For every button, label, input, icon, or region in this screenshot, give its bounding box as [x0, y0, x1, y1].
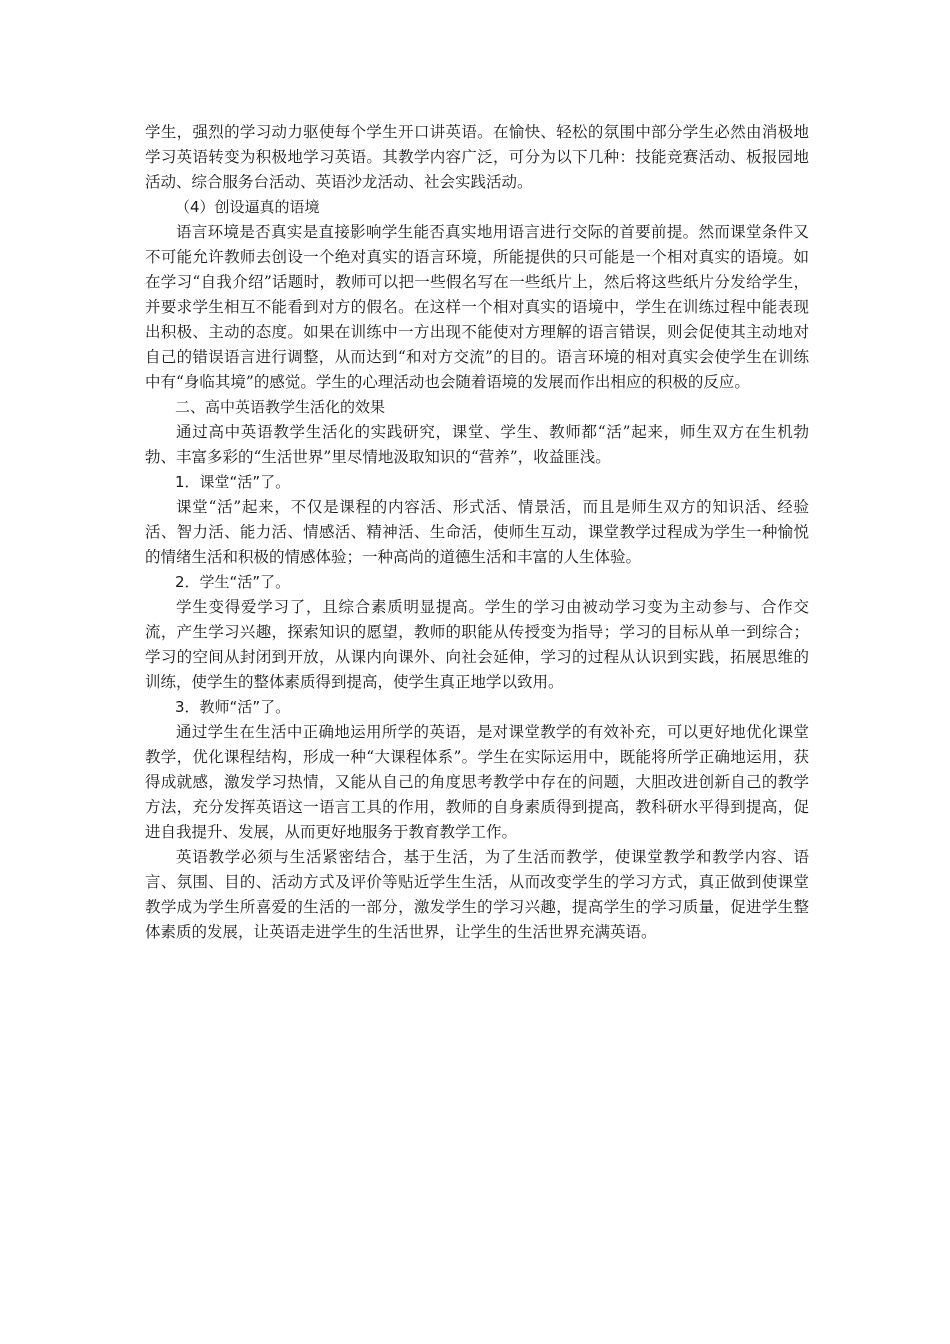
heading-create-realistic-context: （4）创设逼真的语境	[175, 198, 320, 216]
paragraph-language-environment: 语言环境是否真实是直接影响学生能否真实地用语言进行交际的首要前提。然而课堂条件又不可能允许教师去创设一个绝对真实的语言环境，所能提供的只可能是一个相对真实的语境。如在学习“自我介绍”话题时，教师可以把一些假名写在一些纸片上，然后将这些纸片分发给学生，并要求学生相互不能看到对方的假名。在这样一个相对真实的语境中，学生在训练过程中能表现出积极、主动的态度。如果在训练中一方出现不能使对方理解的语言错误，则会促使其主动地对自己的错误语言进行调整，从而达到“和对方交流”的目的。语言环境的相对真实会使学生在训练中有“身临其境”的感觉。学生的心理活动也会随着语境的发展而作出相应的积极的反应。	[145, 223, 809, 391]
paragraph-teachers-alive: 通过学生在生活中正确地运用所学的英语，是对课堂教学的有效补充，可以更好地优化课堂教学，优化课程结构，形成一种“大课程体系”。学生在实际运用中，既能将所学正确地运用，获得成就感，激发学习热情，又能从自己的角度思考教学中存在的问题，大胆改进创新自己的教学方法，充分发挥英语这一语言工具的作用，教师的自身素质得到提高，教科研水平得到提高，促进自我提升、发展，从而更好地服务于教育教学工作。	[145, 723, 809, 841]
heading-section-two-effects: 二、高中英语教学生活化的效果	[175, 398, 386, 416]
heading-teachers-alive: 3．教师“活”了。	[175, 698, 291, 716]
paragraph-effects-intro: 通过高中英语教学生活化的实践研究，课堂、学生、教师都“活”起来，师生双方在生机勃勃、丰富多彩的“生活世界”里尽情地汲取知识的“营养”，收益匪浅。	[145, 423, 809, 466]
heading-classroom-alive: 1．课堂“活”了。	[175, 473, 291, 491]
paragraph-activities-continued: 学生，强烈的学习动力驱使每个学生开口讲英语。在愉快、轻松的氛围中部分学生必然由消极地学习英语转变为积极地学习英语。其教学内容广泛，可分为以下几种：技能竞赛活动、板报园地活动、综合服务台活动、英语沙龙活动、社会实践活动。	[145, 123, 809, 191]
paragraph-students-alive: 学生变得爱学习了，且综合素质明显提高。学生的学习由被动学习变为主动参与、合作交流，产生学习兴趣，探索知识的愿望，教师的职能从传授变为指导；学习的目标从单一到综合；学习的空间从封闭到开放，从课内向课外、向社会延伸，学习的过程从认识到实践，拓展思维的训练，使学生的整体素质得到提高，使学生真正地学以致用。	[145, 598, 809, 691]
paragraph-classroom-alive: 课堂“活”起来，不仅是课程的内容活、形式活、情景活，而且是师生双方的知识活、经验活、智力活、能力活、情感活、精神活、生命活，使师生互动，课堂教学过程成为学生一种愉悦的情绪生活和积极的情感体验；一种高尚的道德生活和丰富的人生体验。	[145, 498, 809, 566]
document-body	[145, 120, 809, 945]
heading-students-alive: 2．学生“活”了。	[175, 573, 291, 591]
paragraph-conclusion: 英语教学必须与生活紧密结合，基于生活，为了生活而教学，使课堂教学和教学内容、语言、氛围、目的、活动方式及评价等贴近学生生活，从而改变学生的学习方式，真正做到使课堂教学成为学生所喜爱的生活的一部分，激发学生的学习兴趣，提高学生的学习质量，促进学生整体素质的发展，让英语走进学生的生活世界，让学生的生活世界充满英语。	[145, 848, 809, 941]
